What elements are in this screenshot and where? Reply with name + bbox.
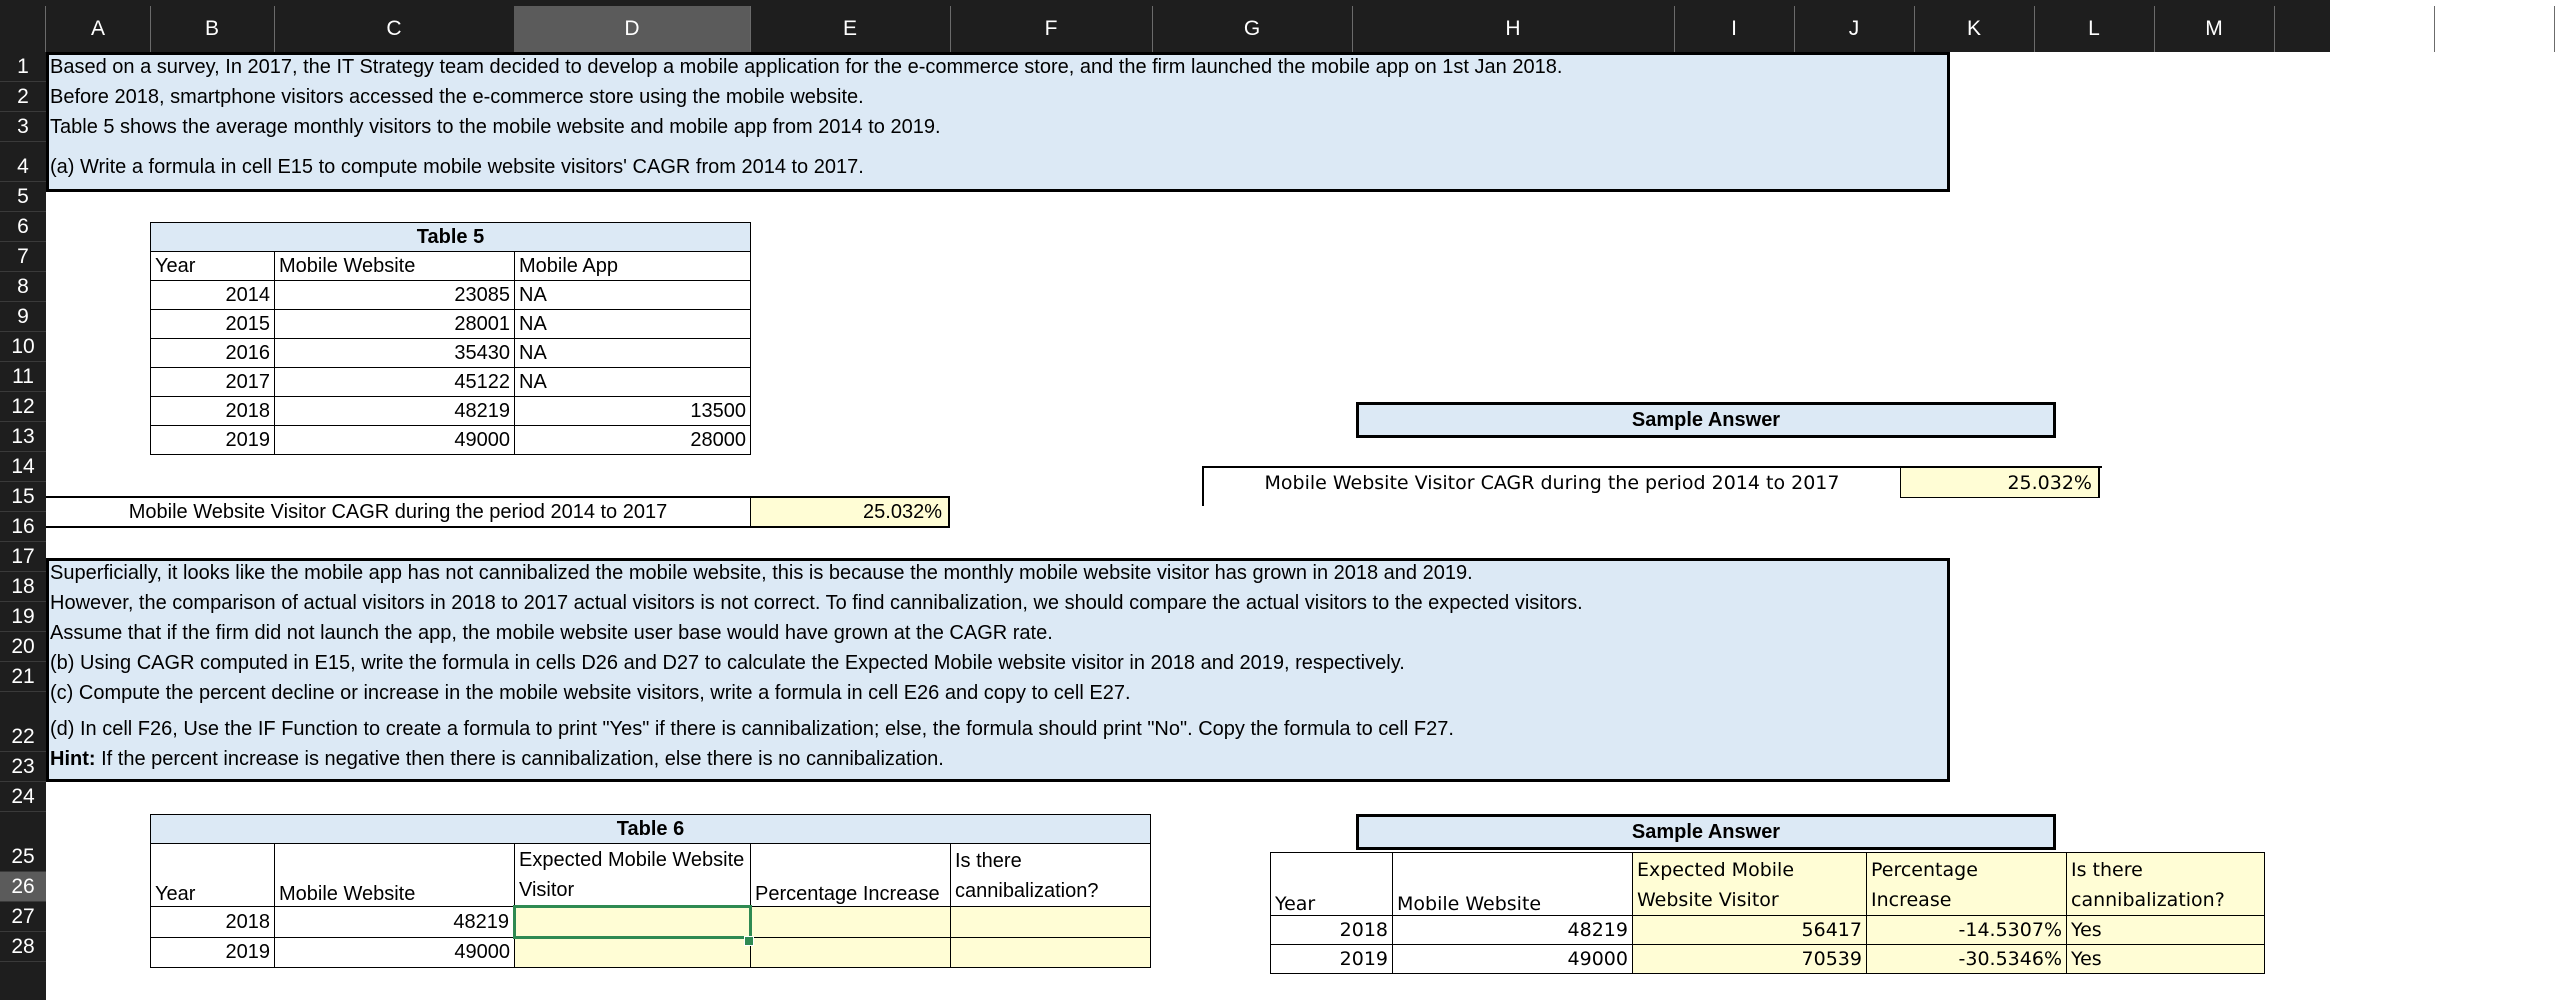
cannibalization-cell[interactable] xyxy=(951,907,1151,938)
table-5-title: Table 5 xyxy=(151,223,751,252)
table-5-header-year[interactable]: Year xyxy=(151,252,275,281)
table-row xyxy=(151,281,751,310)
row-header-17[interactable]: 17 xyxy=(0,542,46,572)
sample-year-cell: 2019 xyxy=(1271,945,1393,974)
cagr-row-bottom-border xyxy=(46,526,950,528)
app-cell[interactable]: 13500 xyxy=(515,397,751,426)
column-header-j[interactable]: J xyxy=(1794,6,1915,52)
row-header-9[interactable]: 9 xyxy=(0,302,46,332)
website-cell[interactable]: 28001 xyxy=(275,310,515,339)
selected-cell-d26[interactable] xyxy=(515,907,751,938)
table-row xyxy=(151,310,751,339)
website-cell[interactable]: 45122 xyxy=(275,368,515,397)
row-header-23[interactable]: 23 xyxy=(0,752,46,782)
column-header-b[interactable]: B xyxy=(150,6,275,52)
table-row xyxy=(151,397,751,426)
row-header-5[interactable]: 5 xyxy=(0,182,46,212)
sample-answer-title-2: Sample Answer xyxy=(1356,814,2056,850)
row-header-2[interactable]: 2 xyxy=(0,82,46,112)
table-row xyxy=(151,368,751,397)
sample-website-cell: 48219 xyxy=(1393,916,1633,945)
website-cell[interactable]: 49000 xyxy=(275,938,515,968)
website-cell[interactable]: 35430 xyxy=(275,339,515,368)
app-cell[interactable]: 28000 xyxy=(515,426,751,455)
instruction-line-17: Superficially, it looks like the mobile app has not cannibalized the mobile website, this is because the monthly mobile website visitor has grown in 2018 and 2019. xyxy=(50,562,1473,584)
instruction-line-20: (b) Using CAGR computed in E15, write the formula in cells D26 and D27 to calculate the Expected Mobile website visitor in 2018 and 2019, respectively. xyxy=(50,652,1405,674)
table-5 xyxy=(150,222,751,455)
sample-header-percentage: Percentage Increase xyxy=(1867,853,2067,916)
sample-percentage-cell: -14.5307% xyxy=(1867,916,2067,945)
column-header-g[interactable]: G xyxy=(1152,6,1353,52)
row-header-11[interactable]: 11 xyxy=(0,362,46,392)
table-row xyxy=(151,938,1151,968)
select-all-corner[interactable] xyxy=(0,6,46,52)
app-cell[interactable]: NA xyxy=(515,368,751,397)
instruction-line-19: Assume that if the firm did not launch the app, the mobile website user base would have grown at the CAGR rate. xyxy=(50,622,1053,644)
year-cell[interactable]: 2014 xyxy=(151,281,275,310)
row-header-27[interactable]: 27 xyxy=(0,902,46,932)
year-cell[interactable]: 2017 xyxy=(151,368,275,397)
column-header-c[interactable]: C xyxy=(274,6,515,52)
table-6-header-cannibalization[interactable]: Is there cannibalization? xyxy=(951,844,1151,907)
row-header-22[interactable]: 22 xyxy=(0,692,46,752)
row-header-8[interactable]: 8 xyxy=(0,272,46,302)
sample-year-cell: 2018 xyxy=(1271,916,1393,945)
row-header-28[interactable]: 28 xyxy=(0,932,46,962)
intro-line-4: (a) Write a formula in cell E15 to compute mobile website visitors' CAGR from 2014 to 2017. xyxy=(50,156,864,178)
hint-label: Hint: xyxy=(50,748,96,770)
row-header-24[interactable]: 24 xyxy=(0,782,46,812)
percentage-cell[interactable] xyxy=(751,938,951,968)
row-header-21[interactable]: 21 xyxy=(0,662,46,692)
row-header-20[interactable]: 20 xyxy=(0,632,46,662)
table-6-title: Table 6 xyxy=(151,815,1151,844)
table-6 xyxy=(150,814,1151,968)
row-header-15[interactable]: 15 xyxy=(0,482,46,512)
row-header-25[interactable]: 25 xyxy=(0,812,46,872)
cannibalization-cell[interactable] xyxy=(951,938,1151,968)
percentage-cell[interactable] xyxy=(751,907,951,938)
row-header-6[interactable]: 6 xyxy=(0,212,46,242)
year-cell[interactable]: 2015 xyxy=(151,310,275,339)
intro-line-1: Based on a survey, In 2017, the IT Strategy team decided to develop a mobile application for the e-commerce store, and the firm launched the mobile app on 1st Jan 2018. xyxy=(50,56,1563,78)
sample-cannibalization-cell: Yes xyxy=(2067,916,2265,945)
sample-header-expected: Expected Mobile Website Visitor xyxy=(1633,853,1867,916)
instruction-line-22a: (d) In cell F26, Use the IF Function to create a formula to print "Yes" if there is cannibalization; else, the formula should print "No". Copy the formula to cell F27. xyxy=(50,718,1454,740)
table-row xyxy=(1271,916,2265,945)
cagr-label[interactable]: Mobile Website Visitor CAGR during the period 2014 to 2017 xyxy=(128,501,668,523)
column-header-n[interactable]: N xyxy=(2274,6,2435,52)
website-cell[interactable]: 49000 xyxy=(275,426,515,455)
column-header-m[interactable]: M xyxy=(2154,6,2275,52)
sample-expected-cell: 56417 xyxy=(1633,916,1867,945)
expected-cell[interactable] xyxy=(515,938,751,968)
row-header-10[interactable]: 10 xyxy=(0,332,46,362)
column-header-i[interactable]: I xyxy=(1674,6,1795,52)
website-cell[interactable]: 48219 xyxy=(275,397,515,426)
row-header-4[interactable]: 4 xyxy=(0,142,46,182)
column-header-k[interactable]: K xyxy=(1914,6,2035,52)
year-cell[interactable]: 2018 xyxy=(151,907,275,938)
app-cell[interactable]: NA xyxy=(515,310,751,339)
fill-handle[interactable] xyxy=(744,936,754,946)
sample-header-year: Year xyxy=(1271,853,1393,916)
column-header-d[interactable]: D xyxy=(514,6,751,56)
app-cell[interactable]: NA xyxy=(515,281,751,310)
row-header-18[interactable]: 18 xyxy=(0,572,46,602)
sample-answer-title-1: Sample Answer xyxy=(1356,402,2056,438)
table-row xyxy=(151,907,1151,938)
row-header-7[interactable]: 7 xyxy=(0,242,46,272)
sample-percentage-cell: -30.5346% xyxy=(1867,945,2067,974)
sample-cannibalization-cell: Yes xyxy=(2067,945,2265,974)
column-header-o[interactable]: O xyxy=(2434,6,2555,52)
row-header-14[interactable]: 14 xyxy=(0,452,46,482)
row-header-3[interactable]: 3 xyxy=(0,112,46,142)
row-header-16[interactable]: 16 xyxy=(0,512,46,542)
year-cell[interactable]: 2019 xyxy=(151,938,275,968)
column-header-a[interactable]: A xyxy=(46,6,151,52)
row-header-1[interactable]: 1 xyxy=(0,52,46,82)
sample-answer-table xyxy=(1270,852,2265,974)
table-row xyxy=(151,339,751,368)
sample-header-cannibalization: Is there cannibalization? xyxy=(2067,853,2265,916)
sample-cagr-label: Mobile Website Visitor CAGR during the period 2014 to 2017 xyxy=(1264,472,1840,494)
app-cell[interactable]: NA xyxy=(515,339,751,368)
hint-text: If the percent increase is negative then there is cannibalization, else there is no cannibalization. xyxy=(95,748,944,770)
column-header-l[interactable]: L xyxy=(2034,6,2155,52)
intro-line-3: Table 5 shows the average monthly visitors to the mobile website and mobile app from 2014 to 2019. xyxy=(50,116,941,138)
sample-cagr-value: 25.032% xyxy=(1900,468,2100,498)
table-5-header-website[interactable]: Mobile Website xyxy=(275,252,515,281)
table-row xyxy=(1271,945,2265,974)
table-6-header-year[interactable]: Year xyxy=(151,844,275,907)
sample-expected-cell: 70539 xyxy=(1633,945,1867,974)
row-header-26[interactable]: 26 xyxy=(0,872,46,902)
table-6-header-percentage[interactable]: Percentage Increase xyxy=(751,844,951,907)
website-cell[interactable]: 23085 xyxy=(275,281,515,310)
row-header-19[interactable]: 19 xyxy=(0,602,46,632)
year-cell[interactable]: 2019 xyxy=(151,426,275,455)
sample-header-website: Mobile Website xyxy=(1393,853,1633,916)
column-header-e[interactable]: E xyxy=(750,6,951,52)
table-5-header-app[interactable]: Mobile App xyxy=(515,252,751,281)
column-header-f[interactable]: F xyxy=(950,6,1153,52)
instruction-line-18: However, the comparison of actual visitors in 2018 to 2017 actual visitors is not correct. To find cannibalization, we should compare the actual visitors to the expected visitors. xyxy=(50,592,1583,614)
instruction-line-21: (c) Compute the percent decline or increase in the mobile website visitors, write a formula in cell E26 and copy to cell E27. xyxy=(50,682,1131,704)
column-header-h[interactable]: H xyxy=(1352,6,1675,52)
table-6-header-website[interactable]: Mobile Website xyxy=(275,844,515,907)
table-row xyxy=(151,426,751,455)
row-header-13[interactable]: 13 xyxy=(0,422,46,452)
year-cell[interactable]: 2016 xyxy=(151,339,275,368)
row-header-12[interactable]: 12 xyxy=(0,392,46,422)
year-cell[interactable]: 2018 xyxy=(151,397,275,426)
hint-line xyxy=(50,748,944,771)
table-6-header-expected[interactable]: Expected Mobile Website Visitor xyxy=(515,844,751,907)
cagr-value-cell[interactable]: 25.032% xyxy=(750,498,950,526)
row-header-bar xyxy=(0,52,46,1000)
website-cell[interactable]: 48219 xyxy=(275,907,515,938)
sample-website-cell: 49000 xyxy=(1393,945,1633,974)
intro-line-2: Before 2018, smartphone visitors accessed the e-commerce store using the mobile website. xyxy=(50,86,864,108)
